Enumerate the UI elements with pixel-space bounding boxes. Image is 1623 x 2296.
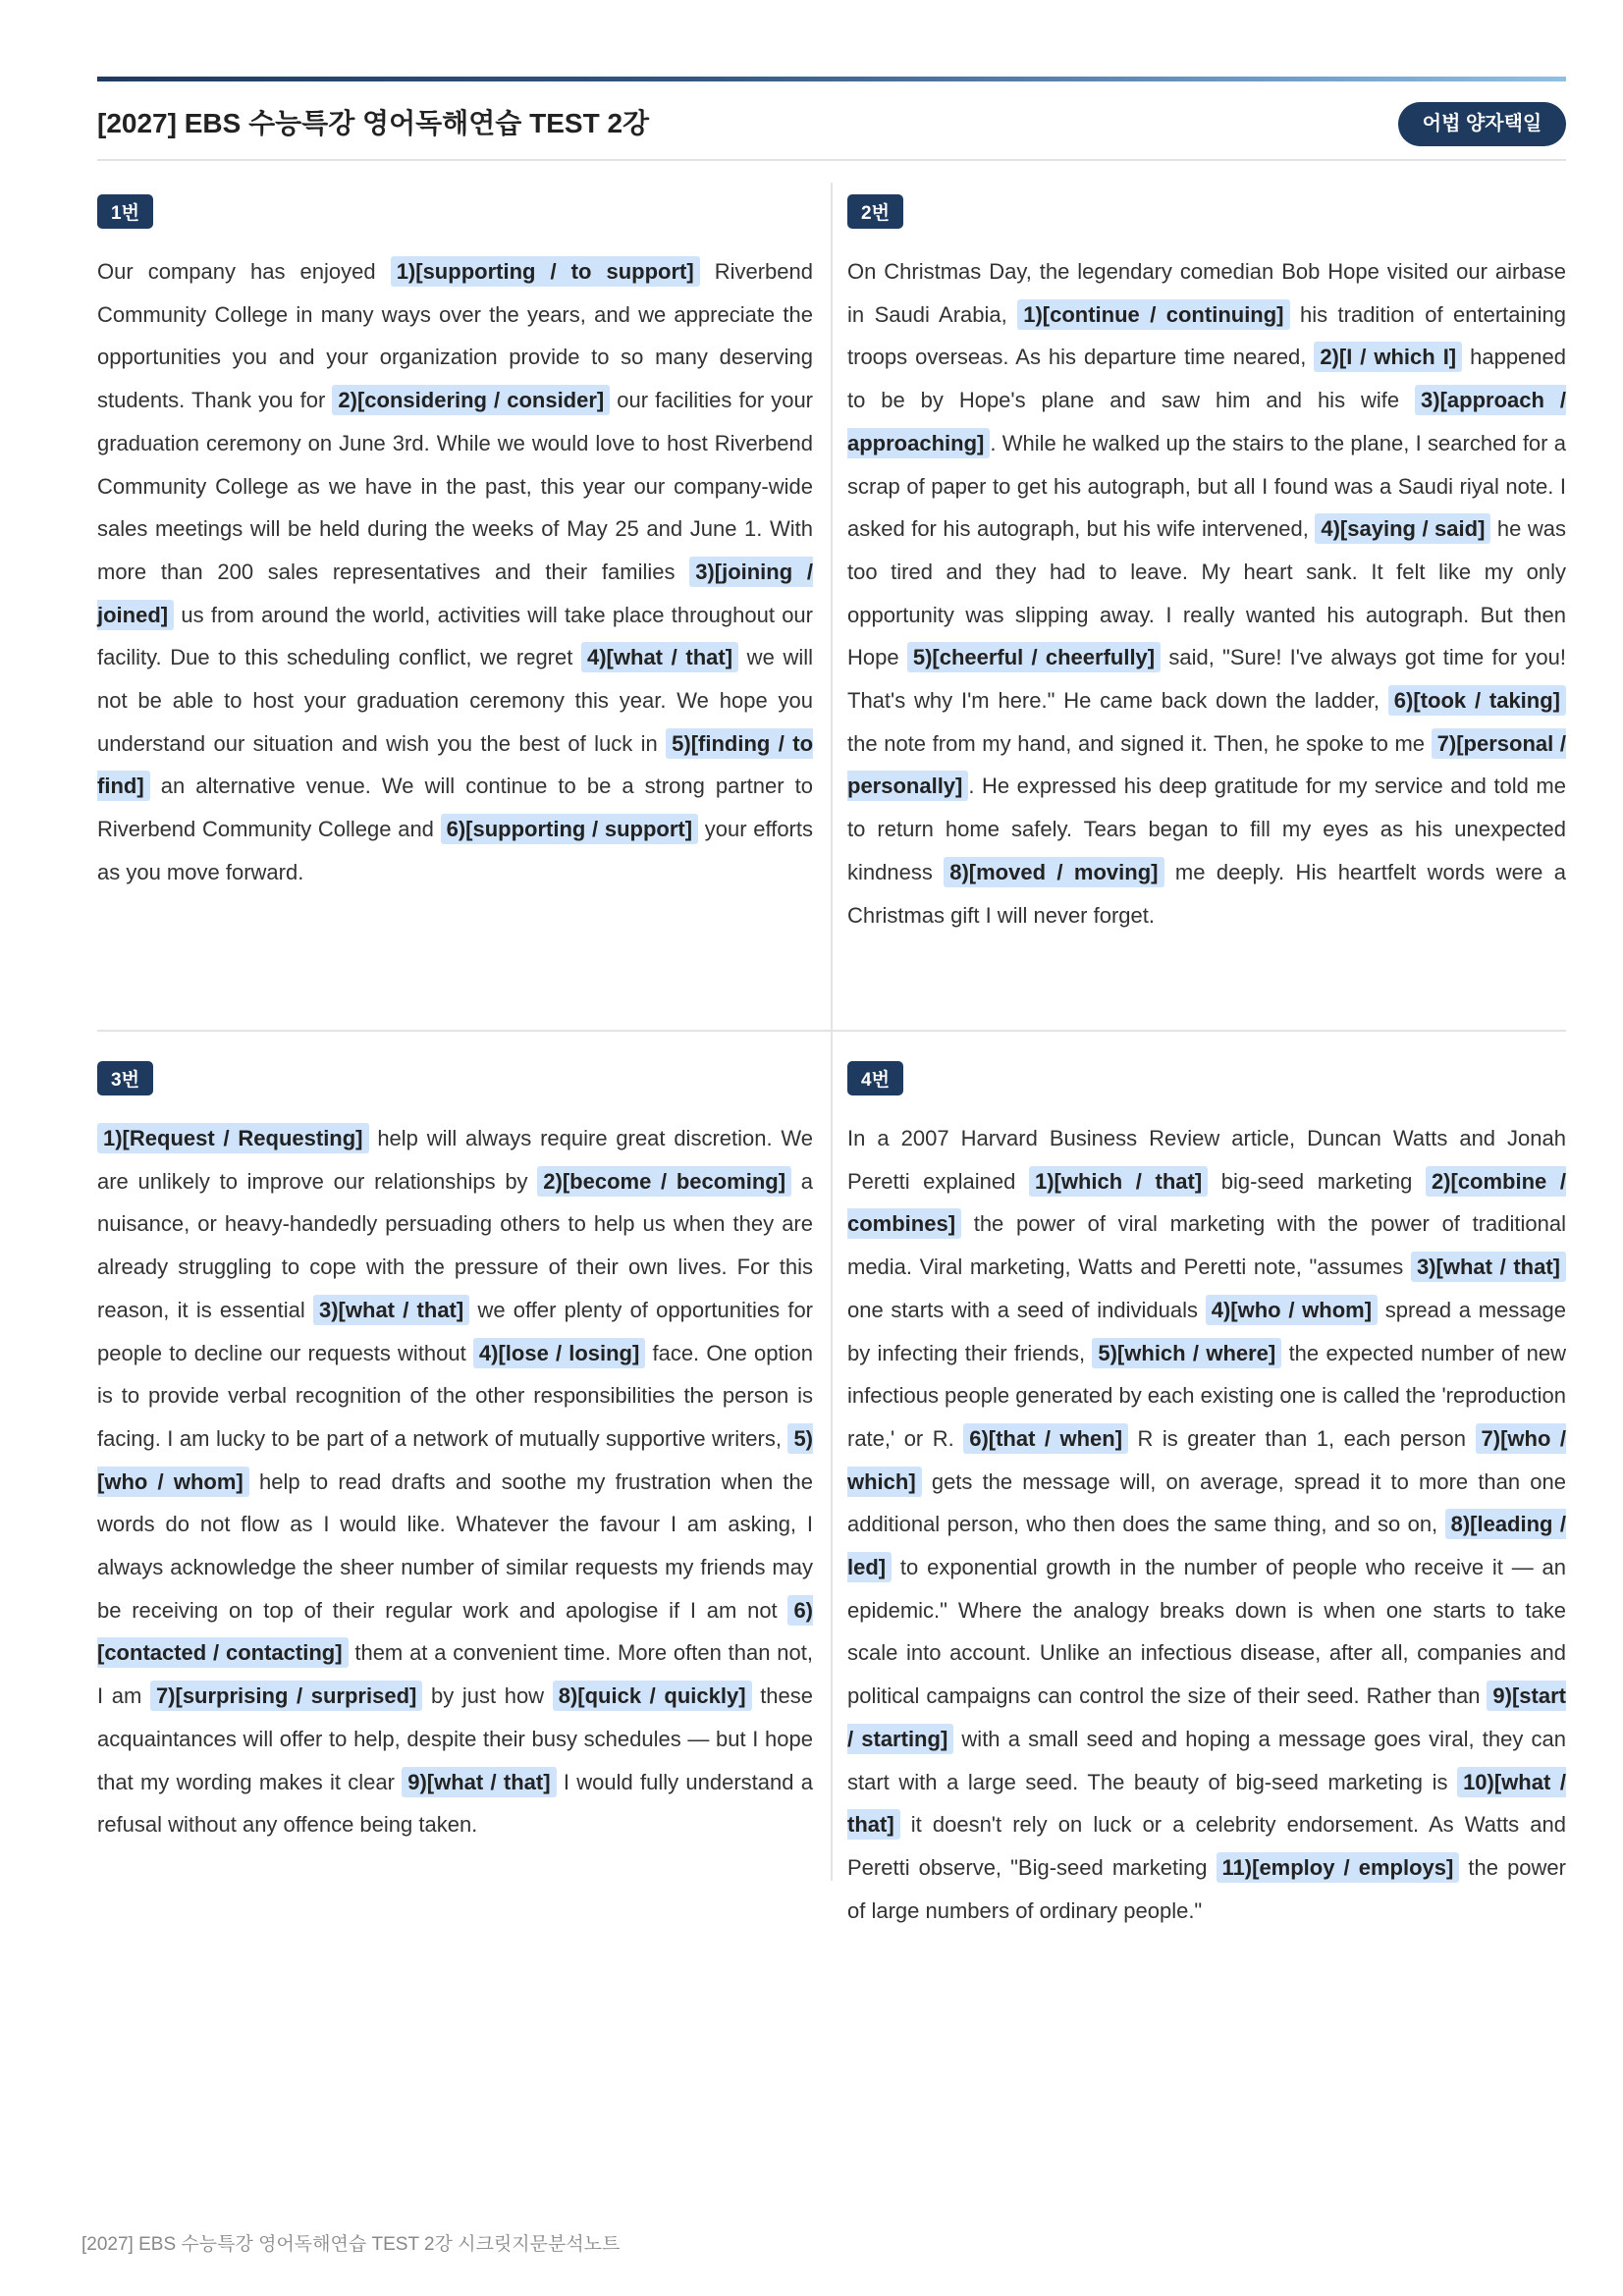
row-divider <box>97 1030 1566 1032</box>
grammar-choice: 1)[which / that] <box>1029 1166 1208 1197</box>
question-1 <box>97 194 813 894</box>
header-divider <box>97 159 1566 161</box>
grammar-choice: 6)[supporting / support] <box>441 814 698 844</box>
page-title: [2027] EBS 수능특강 영어독해연습 TEST 2강 <box>97 108 650 138</box>
passage-text: 1)[Request / Requesting] help will always require great discretion. We are unlikely to improve our relationships by 2)[become / becoming] a nuisance, or heavy-handedly persuading others to help us when they are already struggling to cope with the pressure of their own lives. For this reason, it is essential 3)[what / that] we offer plenty of opportunities for people to decline our requests without 4)[lose / losing] face. One option is to provide verbal recognition of the other responsibilities the person is facing. I am lucky to be part of a network of mutually supportive writers, 5)[who / whom] help to read drafts and soothe my frustration when the words do not flow as I would like. Whatever the favour I am asking, I always acknowledge the sheer number of similar requests my friends may be receiving on top of their regular work and apologise if I am not 6)[contacted / contacting] them at a convenient time. More often than not, I am 7)[surprising / surprised] by just how 8)[quick / quickly] these acquaintances will offer to help, despite their busy schedules — but I hope that my wording makes it clear 9)[what / that] I would fully understand a refusal without any offence being taken. <box>97 1117 813 1846</box>
grammar-choice: 9)[start / starting] <box>847 1681 1566 1754</box>
grammar-choice: 6)[contacted / contacting] <box>97 1595 813 1669</box>
grammar-choice: 8)[leading / led] <box>847 1509 1566 1582</box>
grammar-choice: 5)[finding / to find] <box>97 728 813 802</box>
grammar-choice: 3)[approach / approaching] <box>847 385 1566 458</box>
grammar-choice: 4)[what / that] <box>581 642 738 672</box>
category-badge: 어법 양자택일 <box>1398 102 1566 146</box>
grammar-choice: 7)[personal / personally] <box>847 728 1566 802</box>
grammar-choice: 2)[combine / combines] <box>847 1166 1566 1240</box>
grammar-choice: 6)[that / when] <box>963 1423 1128 1454</box>
grammar-choice: 8)[moved / moving] <box>944 857 1163 887</box>
question-4 <box>847 1061 1566 1932</box>
passage-text: On Christmas Day, the legendary comedian Bob Hope visited our airbase in Saudi Arabia, 1)[continue / continuing] his tradition of entertaining troops overseas. As his departure time neared, 2)[I / which I] happened to be by Hope's plane and saw him and his wife 3)[approach / approaching] . While he walked up the stairs to the plane, I searched for a scrap of paper to get his autograph, but all I found was a Saudi riyal note. I asked for his autograph, but his wife intervened, 4)[saying / said] he was too tired and they had to leave. My heart sank. It felt like my only opportunity was slipping away. I really wanted his autograph. But then Hope 5)[cheerful / cheerfully] said, "Sure! I've always got time for you! That's why I'm here." He came back down the ladder, 6)[took / taking] the note from my hand, and signed it. Then, he spoke to me 7)[personal / personally] . He expressed his deep gratitude for my service and told me to return home safely. Tears began to fill my eyes as his unexpected kindness 8)[moved / moving] me deeply. His heartfelt words were a Christmas gift I will never forget. <box>847 259 1567 928</box>
grammar-choice: 5)[which / where] <box>1092 1338 1281 1368</box>
grammar-choice: 2)[I / which I] <box>1314 342 1462 372</box>
passage-text: In a 2007 Harvard Business Review article, Duncan Watts and Jonah Peretti explained 1)[which / that] big-seed marketing 2)[combine / combines] the power of viral marketing with the power of traditional media. Viral marketing, Watts and Peretti note, "assumes 3)[what / that] one starts with a seed of individuals 4)[who / whom] spread a message by infecting their friends, 5)[which / where] the expected number of new infectious people generated by each existing one is called the 'reproduction rate,' or R. 6)[that / when] R is greater than 1, each person 7)[who / which] gets the message will, on average, spread it to more than one additional person, who then does the same thing, and so on, 8)[leading / led] to exponential growth in the number of people who receive it — an epidemic." Where the analogy breaks down is when one starts to take scale into account. Unlike an infectious disease, after all, companies and political campaigns can control the size of their seed. Rather than 9)[start / starting] with a small seed and hoping a message goes viral, they can start with a large seed. The beauty of big-seed marketing is 10)[what / that] it doesn't rely on luck or a celebrity endorsement. As Watts and Peretti observe, "Big-seed marketing 11)[employ / employs] the power of large numbers of ordinary people." <box>847 1126 1567 1923</box>
question-number-badge: 2번 <box>847 194 903 229</box>
column-divider <box>831 183 833 1881</box>
grammar-choice: 4)[who / whom] <box>1206 1295 1378 1325</box>
grammar-choice: 3)[what / that] <box>1411 1252 1566 1282</box>
grammar-choice: 9)[what / that] <box>402 1767 556 1797</box>
question-2 <box>847 194 1566 936</box>
grammar-choice: 7)[who / which] <box>847 1423 1566 1497</box>
grammar-choice: 2)[become / becoming] <box>537 1166 791 1197</box>
question-number-badge: 4번 <box>847 1061 903 1095</box>
grammar-choice: 6)[took / taking] <box>1388 685 1566 716</box>
grammar-choice: 1)[continue / continuing] <box>1017 299 1289 330</box>
passage-text: Our company has enjoyed 1)[supporting / to support] Riverbend Community College in many ways over the years, and we appreciate the opportunities you and your organization provide to so many deserving students. Thank you for 2)[considering / consider] our facilities for your graduation ceremony on June 3rd. While we would love to host Riverbend Community College as we have in the past, this year our company-wide sales meetings will be held during the weeks of May 25 and June 1. With more than 200 sales representatives and their families 3)[joining / joined] us from around the world, activities will take place throughout our facility. Due to this scheduling conflict, we regret 4)[what / that] we will not be able to host your graduation ceremony this year. We hope you understand our situation and wish you the best of luck in 5)[finding / to find] an alternative venue. We will continue to be a strong partner to Riverbend Community College and 6)[supporting / support] your efforts as you move forward. <box>97 250 813 894</box>
question-3 <box>97 1061 813 1846</box>
header-accent-bar <box>97 77 1566 81</box>
question-number-badge: 3번 <box>97 1061 153 1095</box>
grammar-choice: 11)[employ / employs] <box>1217 1852 1460 1883</box>
grammar-choice: 3)[joining / joined] <box>97 557 813 630</box>
grammar-choice: 7)[surprising / surprised] <box>150 1681 422 1711</box>
grammar-choice: 4)[saying / said] <box>1315 513 1490 544</box>
grammar-choice: 8)[quick / quickly] <box>553 1681 752 1711</box>
grammar-choice: 5)[cheerful / cheerfully] <box>907 642 1161 672</box>
grammar-choice: 1)[supporting / to support] <box>391 256 700 287</box>
grammar-choice: 10)[what / that] <box>847 1767 1566 1841</box>
grammar-choice: 1)[Request / Requesting] <box>97 1123 369 1153</box>
grammar-choice: 4)[lose / losing] <box>473 1338 645 1368</box>
grammar-choice: 2)[considering / consider] <box>332 385 610 415</box>
grammar-choice: 5)[who / whom] <box>97 1423 813 1497</box>
grammar-choice: 3)[what / that] <box>313 1295 469 1325</box>
question-number-badge: 1번 <box>97 194 153 229</box>
page-footer: [2027] EBS 수능특강 영어독해연습 TEST 2강 시크릿지문분석노트 <box>81 2234 621 2255</box>
